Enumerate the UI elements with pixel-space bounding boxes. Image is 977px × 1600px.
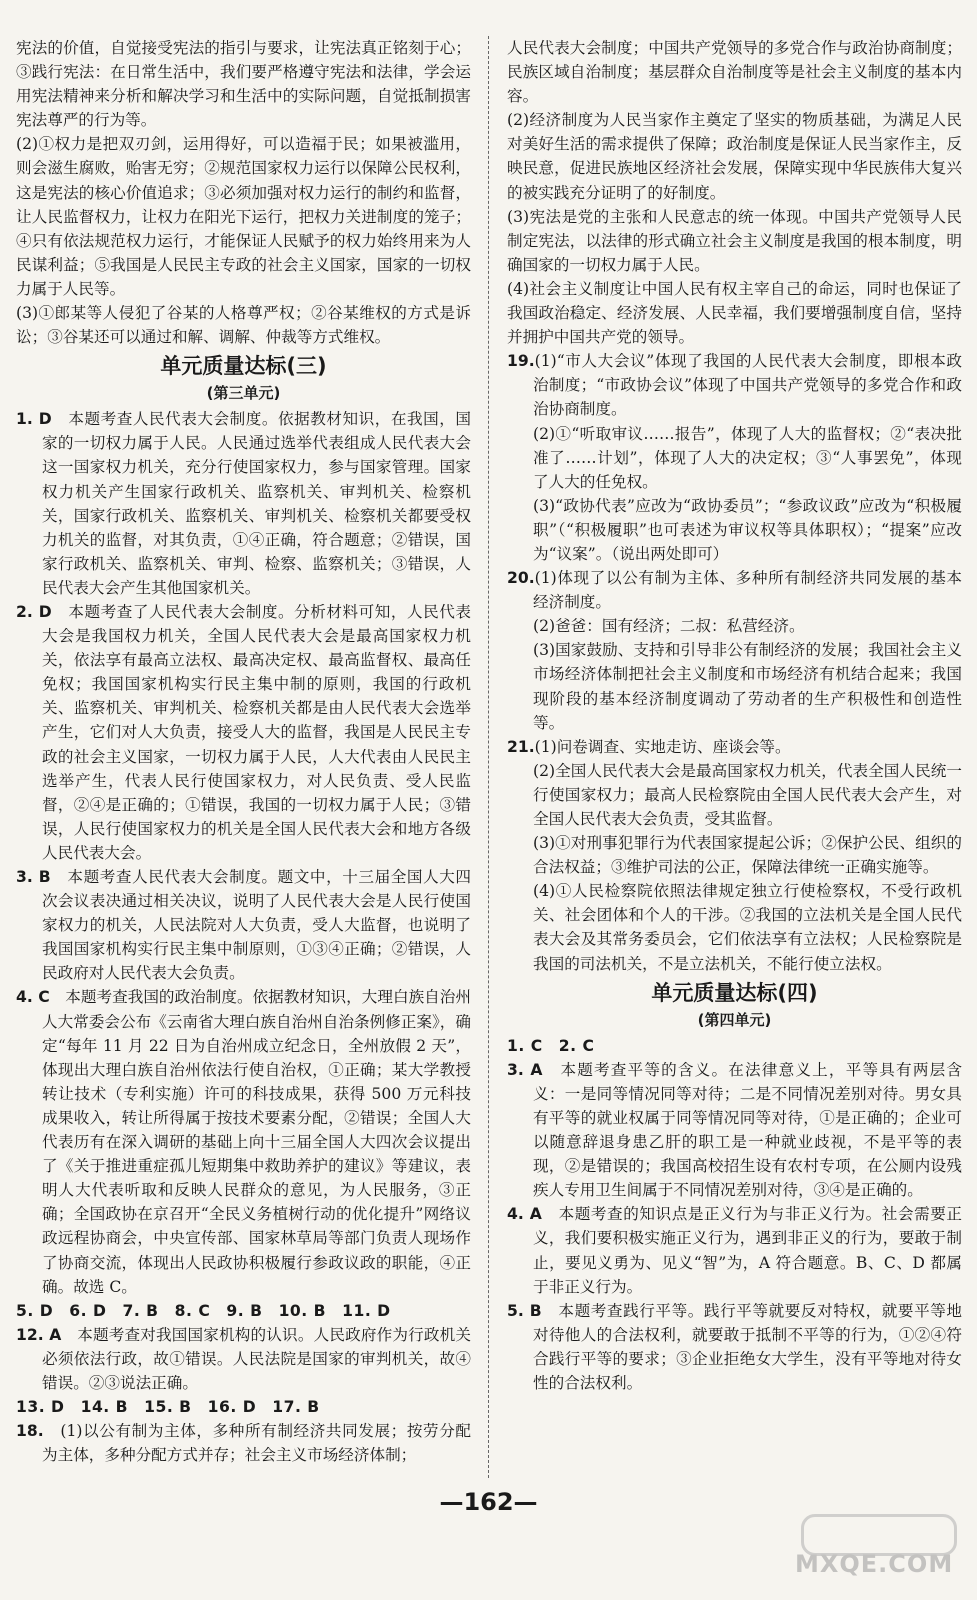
right-paragraph-3: (3)宪法是党的主张和人民意志的统一体现。中国共产党领导人民制定宪法，以法律的形式确立社会主义制度是我国的根本制度，明确国家的一切权力属于人民。 [507, 207, 962, 274]
watermark-logo [789, 1512, 959, 1582]
page-number: —162— [439, 1488, 538, 1516]
answer-number: 18. [16, 1422, 44, 1441]
right-paragraph-1: 人民代表大会制度；中国共产党领导的多党合作与政治协商制度；民族区域自治制度；基层群众自治制度等是社会主义制度的基本内容。 [507, 39, 962, 106]
answer-item-21 [507, 735, 962, 759]
section-subtitle-unit-4: (第四单元) [697, 1010, 772, 1029]
answer-text: (1)体现了以公有制为主体、多种所有制经济共同发展的基本经济制度。 [533, 569, 962, 612]
column-divider [488, 36, 489, 1478]
answer-keys-5-11: 5. D 6. D 7. B 8. C 9. B 10. B 11. D [16, 1301, 391, 1320]
section-title-unit-4: 单元质量达标(四) [651, 980, 818, 1005]
answer-item-3 [16, 865, 471, 985]
answer-text: (1)问卷调查、实地走访、座谈会等。 [534, 737, 791, 756]
answer-item-19-part-3: (3)“政协代表”应改为“政协委员”；“参政议政”应改为“积极履职”（“积极履职”也可表述为审议权等具体职权）；“提案”应改为“议案”。（说出两处即可） [533, 496, 962, 563]
answer-number: 5. B [507, 1301, 542, 1320]
answer-text: 本题考查践行平等。践行平等就要反对特权，就要平等地对待他人的合法权利，就要敢于抵制不平等的行为，①②④符合践行平等的要求；③企业拒绝女大学生，没有平等地对待女性的合法权利。 [533, 1301, 962, 1392]
answer-number: 21. [507, 737, 535, 756]
answer-text: 本题考查的知识点是正义行为与非正义行为。社会需要正义，我们要积极实施正义行为，遇到非正义的行为，要敢于制止，要见义勇为、见义“智”为，A 符合题意。B、C、D 都属于非正义行为。 [533, 1205, 962, 1296]
left-paragraph-2: (2)①权力是把双刃剑，运用得好，可以造福于民；如果被滥用，则会滋生腐败，贻害无穷；②规范国家权力运行以保障公民权利，这是宪法的核心价值追求；③必须加强对权力运行的制约和监督，让人民监督权力，让权力在阳光下运行，把权力关进制度的笼子；④只有依法规范权力运行，才能保证人民赋予的权力始终用来为人民谋利益；⑤我国是人民民主专政的社会主义国家，国家的一切权力属于人民等。 [16, 135, 471, 298]
answer-item-20 [507, 566, 962, 614]
answer-item-21-part-3: (3)①对刑事犯罪行为代表国家提起公诉；②保护公民、组织的合法权益；③维护司法的公正，保障法律统一正确实施等。 [533, 834, 962, 877]
answer-number: 12. A [16, 1325, 62, 1344]
answer-number: 4. A [507, 1205, 542, 1224]
answer-item-u4-4 [507, 1202, 962, 1298]
answer-item-20-part-3: (3)国家鼓励、支持和引导非公有制经济的发展；我国社会主义市场经济体制把社会主义制度和市场经济有机结合起来；我国现阶段的基本经济制度调动了劳动者的生产积极性和创造性等。 [533, 641, 962, 732]
answer-number: 3. A [507, 1060, 543, 1079]
answer-number: 3. B [16, 868, 51, 886]
answer-number: 20. [507, 569, 535, 588]
answer-number: 2. D [16, 602, 52, 621]
answer-item-1 [16, 407, 471, 600]
answer-text: 本题考查人民代表大会制度。题文中，十三届全国人大四次会议表决通过相关决议，说明了人民代表大会是人民行使国家权力的机关，人民法院对人大负责，受人大监督，也说明了我国国家机构实行民主集中制原则，①③④正确；②错误，人民政府对人民代表大会负责。 [42, 868, 471, 983]
answer-text: (1)以公有制为主体，多种所有制经济共同发展；按劳分配为主体，多种分配方式并存；社会主义市场经济体制； [42, 1422, 471, 1465]
answer-item-12 [16, 1323, 471, 1395]
answer-item-u4-3 [507, 1058, 962, 1203]
answer-item-4 [16, 985, 471, 1298]
answer-keys-13-17: 13. D 14. B 15. B 16. D 17. B [16, 1398, 320, 1417]
answer-keys-1-2: 1. C 2. C [507, 1036, 595, 1055]
answer-number: 4. C [16, 988, 50, 1007]
answer-text: 本题考查人民代表大会制度。依据教材知识，在我国，国家的一切权力属于人民。人民通过选举代表组成人民代表大会这一国家权力机关，充分行使国家权力，参与国家管理。国家权力机关产生国家行政机关、监察机关、审判机关、检察机关，国家行政机关、监察机关、审判机关、检察机关都要受权力机关的监督，对其负责，①④正确，符合题意；②错误，国家行政机关、监察机关、审判、检察、监察机关；③错误，人民代表大会产生其他国家机关。 [42, 410, 471, 597]
right-paragraph-2: (2)经济制度为人民当家作主奠定了坚实的物质基础，为满足人民对美好生活的需求提供了保障；政治制度是保证人民当家作主，反映民意，促进民族地区经济社会发展，保障实现中华民族伟大复兴的被实践充分证明了的好制度。 [507, 111, 962, 202]
answer-item-19 [507, 349, 962, 421]
answer-item-21-part-2: (2)全国人民代表大会是最高国家权力机关，代表全国人民统一行使国家权力；最高人民检察院由全国人民代表大会产生，对全国人民代表大会负责，受其监督。 [533, 761, 962, 828]
right-column [507, 36, 962, 1395]
left-column [16, 36, 471, 1467]
watermark-text: MXQE.COM [795, 1550, 954, 1578]
left-paragraph-1: 宪法的价值，自觉接受宪法的指引与要求，让宪法真正铭刻于心；③践行宪法：在日常生活中，我们要严格遵守宪法和法律，学会运用宪法精神来分析和解决学习和生活中的实际问题，自觉抵制损害宪法尊严的行为等。 [16, 39, 471, 130]
answer-number: 1. D [16, 410, 52, 429]
answer-item-20-part-2: (2)爸爸：国有经济；二叔：私营经济。 [533, 617, 805, 636]
answer-text: 本题考查平等的含义。在法律意义上，平等具有两层含义：一是同等情况同等对待；二是不同情况差别对待。男女具有平等的就业权属于同等情况同等对待，①是正确的；企业可以随意辞退身患乙肝的职工是一种就业歧视，不是平等的表现，②是错误的；我国高校招生设有农村专项，在公厕内设残疾人专用卫生间属于不同情况差别对待，③④是正确的。 [533, 1060, 962, 1200]
right-paragraph-4: (4)社会主义制度让中国人民有权主宰自己的命运，同时也保证了我国政治稳定、经济发展、人民幸福，我们要增强制度自信，坚持并拥护中国共产党的领导。 [507, 279, 962, 347]
answer-item-18 [16, 1419, 471, 1467]
left-paragraph-3: (3)①郎某等人侵犯了谷某的人格尊严权；②谷某维权的方式是诉讼；③谷某还可以通过和解、调解、仲裁等方式维权。 [16, 304, 471, 347]
answer-item-2 [16, 600, 471, 865]
answer-text: (1)“市人大会议”体现了我国的人民代表大会制度，即根本政治制度；“市政协会议”体现了中国共产党领导的多党合作和政治协商制度。 [533, 352, 962, 419]
answer-text: 本题考查对我国国家机构的认识。人民政府作为行政机关必须依法行政，故①错误。人民法院是国家的审判机关，故④错误。②③说法正确。 [42, 1325, 471, 1392]
answer-text: 本题考查了人民代表大会制度。分析材料可知，人民代表大会是我国权力机关，全国人民代表大会是最高国家权力机关，依法享有最高立法权、最高决定权、最高监督权、最高任免权；我国国家机构实行民主集中制的原则，我国的行政机关、监察机关、审判机关、检察机关都是由人民代表大会选举产生，它们对人大负责，接受人大的监督，我国是人民民主专政的社会主义国家，一切权力属于人民，人大代表由人民民主选举产生，代表人民行使国家权力，对人民负责、受人民监督，②④是正确的；①错误，我国的一切权力属于人民；③错误，人民行使国家权力的机关是全国人民代表大会和地方各级人民代表大会。 [42, 602, 471, 862]
section-title-unit-3: 单元质量达标(三) [160, 354, 327, 379]
answer-item-u4-5 [507, 1299, 962, 1395]
answer-item-19-part-2: (2)①“听取审议……报告”，体现了人大的监督权；②“表决批准了……计划”，体现了人大的决定权；③“人事罢免”，体现了人大的任免权。 [533, 424, 962, 491]
answer-text: 本题考查我国的政治制度。依据教材知识，大理白族自治州人大常委会公布《云南省大理白族自治州自治条例修正案》，确定“每年 11 月 22 日为自治州成立纪念日，全州放假 2 天”，体现出大理白族自治州依法行使自治权，①正确；某大学教授转让技术（专利实施）许可的科技成果，获得 500 万元科技成果收入，转让所得属于按技术要素分配，②错误；全国人大代表历有在深入调研的基础上向十三届全国人大四次会议提出了《关于推进重症孤儿短期集中救助养护的建议》等建议，表明人大代表听取和反映人民群众的意见，为人民服务，③正确；全国政协在京召开“全民义务植树行动的优化提升”网络议政远程协商会，中央宣传部、国家林草局等部门负责人现场作了协商交流，体现出人民政协积极履行参政议政的职能，④正确。故选 C。 [42, 988, 471, 1296]
answer-number: 19. [507, 352, 535, 371]
answer-item-21-part-4: (4)①人民检察院依照法律规定独立行使检察权，不受行政机关、社会团体和个人的干涉。②我国的立法机关是全国人民代表大会及其常务委员会，它们依法享有立法权；人民检察院是我国的司法机关，不是立法机关，不能行使立法权。 [533, 882, 962, 973]
section-subtitle-unit-3: (第三单元) [206, 384, 281, 403]
